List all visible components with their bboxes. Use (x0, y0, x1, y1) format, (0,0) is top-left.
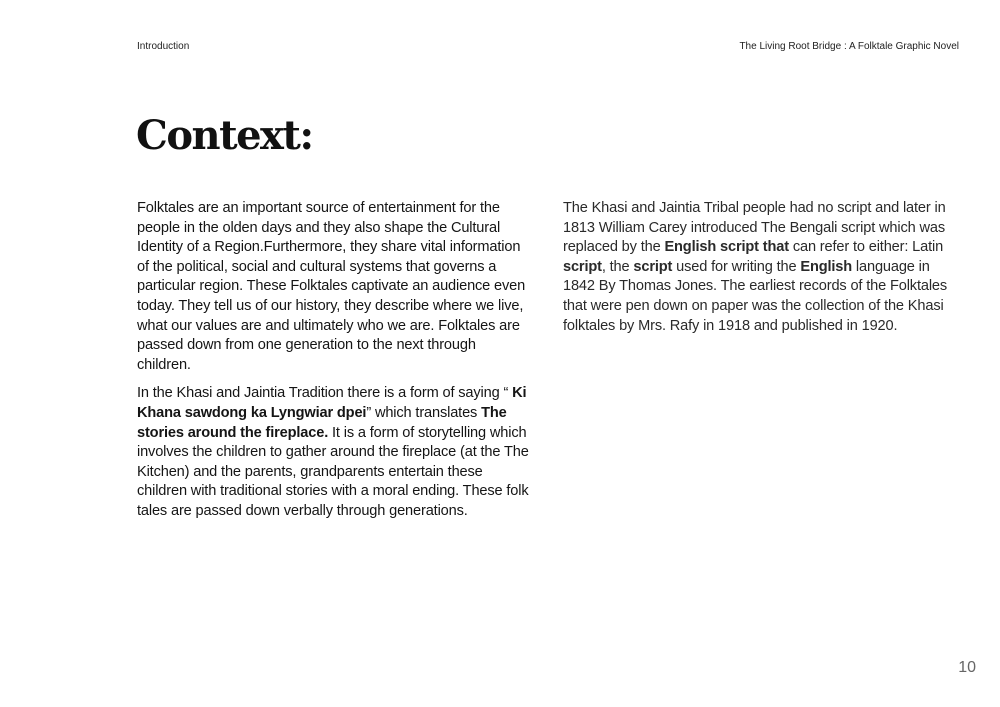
paragraph-khasi-tradition (137, 384, 533, 521)
text-run: In the Khasi and Jaintia Tradition there is a form of saying “ (137, 385, 513, 402)
text-run: can refer to either: Latin (788, 239, 944, 256)
bold-english-script: English script that (664, 239, 789, 256)
bold-script: script (563, 258, 602, 275)
text-run: ” which translates (366, 404, 482, 421)
text-run: used for writing the (672, 258, 801, 275)
text-run: The Khasi and Jaintia Tribal people had no script and later in 1813 William Carey introduced The Bengali script which was replaced by the (563, 200, 946, 256)
bold-script: script (633, 258, 673, 275)
text-run: language in 1842 By Thomas Jones. The earliest records of the Folktales that were pen down on paper was the collection of the Khasi folktales by Mrs. Rafy in 1918 and published in 1920. (563, 258, 948, 334)
bold-english: English (800, 258, 853, 275)
left-column (137, 199, 533, 531)
header-section-label: Introduction (137, 41, 190, 52)
text-run: It is a form of storytelling which involves the children to gather around the fireplace (at the The Kitchen) and the parents, grandparents entertain these children with traditional stories with a moral ending. These folk tales are passed down verbally through generations. (137, 424, 529, 519)
page-number: 10 (958, 659, 976, 676)
bold-saying: Ki Khana sawdong ka Lyngwiar dpei (137, 385, 527, 421)
text-run: , the (601, 258, 634, 275)
paragraph-script-history (563, 199, 958, 336)
page-title: Context: (136, 112, 313, 159)
right-column (563, 199, 958, 345)
bold-translation: The stories around the fireplace. (137, 404, 507, 441)
header-book-title: The Living Root Bridge : A Folktale Graphic Novel (739, 41, 959, 52)
paragraph-folktales-intro: Folktales are an important source of entertainment for the people in the olden days and they also shape the Cultural Identity of a Region.Furthermore, they share vital information of the political, social and cultural systems that governs a particular region. These Folktales captivate an audience even today. They tell us of our history, they describe where we live, what our values are and ultimately who we are. Folktales are passed down from one generation to the next through children. (137, 200, 526, 373)
